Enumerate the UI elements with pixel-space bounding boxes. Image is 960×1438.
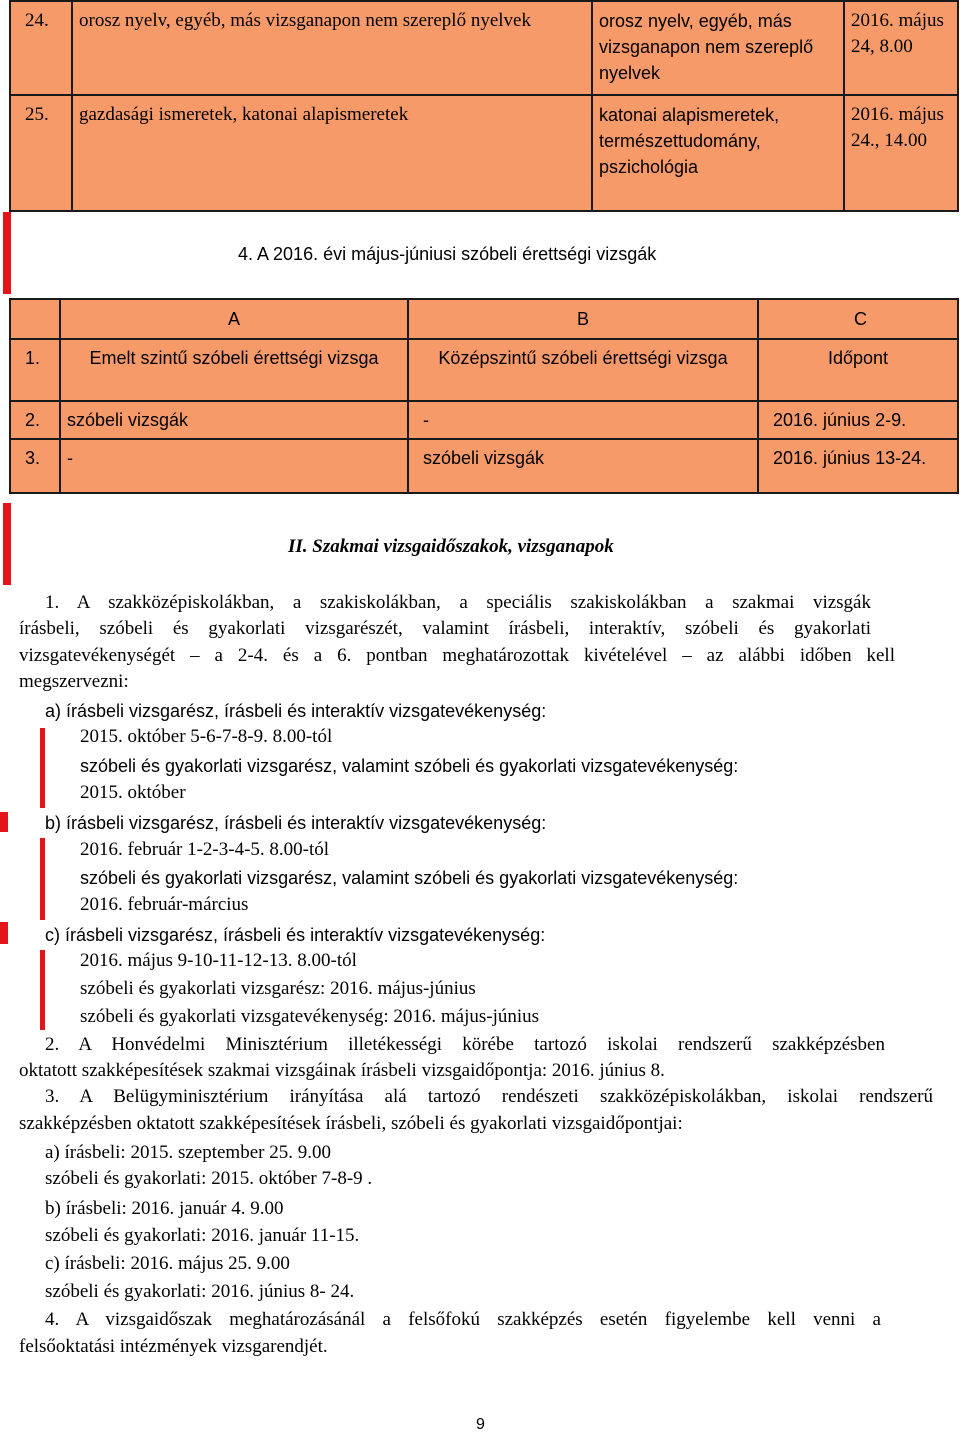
body-line: oktatott szakképesítések szakmai vizsgáinak írásbeli vizsgaidőpontja: 2016. június 8. (19, 1060, 665, 1081)
body-line: szakképzésben oktatott szakképesítések írásbeli, szóbeli és gyakorlati vizsgaidőpontjai: (19, 1113, 683, 1134)
body-line: 2. A Honvédelmi Minisztérium illetékességi körébe tartozó iskolai rendszerű szakképzésben (45, 1034, 885, 1055)
body-line: írásbeli, szóbeli és gyakorlati vizsgarészét, valamint írásbeli, interaktív, szóbeli és gyakorlati (19, 618, 871, 639)
list-item: b) írásbeli: 2016. január 4. 9.00 (45, 1198, 284, 1219)
cell-b: szóbeli vizsgák (408, 439, 758, 493)
exam-schedule-table (9, 0, 959, 212)
list-item: szóbeli és gyakorlati: 2015. október 7-8-9 . (45, 1168, 373, 1189)
date-cell: 2016. május 24., 14.00 (844, 95, 958, 211)
list-item: c) írásbeli: 2016. május 25. 9.00 (45, 1253, 290, 1274)
row-number: 3. (10, 439, 60, 493)
section-heading: II. Szakmai vizsgaidőszakok, vizsganapok (288, 536, 614, 557)
cell-a: - (60, 439, 408, 493)
body-line: megszervezni: (19, 671, 129, 692)
list-item-label: b) írásbeli vizsgarész, írásbeli és interaktív vizsgatevékenység: (45, 813, 547, 833)
change-bar (3, 503, 11, 585)
body-line: 2015. október 5-6-7-8-9. 8.00-tól (80, 726, 333, 747)
table-row (10, 439, 958, 493)
cell-a: Emelt szintű szóbeli érettségi vizsga (60, 339, 408, 401)
change-bar (0, 922, 8, 944)
cell-b: Középszintű szóbeli érettségi vizsga (408, 339, 758, 401)
change-bar (40, 838, 45, 920)
list-item-label: c) írásbeli vizsgarész, írásbeli és interaktív vizsgatevékenység: (45, 925, 546, 945)
body-line: szóbeli és gyakorlati vizsgarész, valamint szóbeli és gyakorlati vizsgatevékenység: (80, 756, 739, 776)
column-header-b: B (408, 299, 758, 339)
list-item: szóbeli és gyakorlati: 2016. január 11-15. (45, 1225, 360, 1246)
table-header-row (10, 299, 958, 339)
cell-c: 2016. június 2-9. (758, 401, 958, 439)
body-line: 3. A Belügyminisztérium irányítása alá tartozó rendészeti szakközépiskolákban, iskolai rendszerű (45, 1086, 933, 1107)
body-line: szóbeli és gyakorlati vizsgarész: 2016. május-június (80, 978, 476, 999)
body-line: 2015. október (80, 782, 186, 803)
list-item-label: a) írásbeli vizsgarész, írásbeli és interaktív vizsgatevékenység: (45, 701, 547, 721)
subject-cell: orosz nyelv, egyéb, más vizsganapon nem szereplő nyelvek (72, 1, 592, 95)
change-bar (3, 212, 11, 294)
cell-a: szóbeli vizsgák (60, 401, 408, 439)
row-number: 1. (10, 339, 60, 401)
body-line: 2016. február-március (80, 894, 249, 915)
table-row (10, 401, 958, 439)
body-line: 1. A szakközépiskolákban, a szakiskolákban, a speciális szakiskolákban a szakmai vizsgák (45, 592, 871, 613)
body-line: vizsgatevékenységét – a 2-4. és a 6. pontban meghatározottak kivételével – az alábbi időben kell (19, 645, 895, 666)
change-bar (0, 812, 8, 832)
alt-subject-cell: katonai alapismeretek, természettudomány, pszichológia (592, 95, 844, 211)
section-heading: 4. A 2016. évi május-júniusi szóbeli érettségi vizsgák (238, 244, 657, 264)
column-header-a: A (60, 299, 408, 339)
column-header-c: C (758, 299, 958, 339)
body-line: felsőoktatási intézmények vizsgarendjét. (19, 1336, 328, 1357)
row-number: 2. (10, 401, 60, 439)
body-line: 2016. február 1-2-3-4-5. 8.00-tól (80, 839, 330, 860)
body-line: 4. A vizsgaidőszak meghatározásánál a felsőfokú szakképzés esetén figyelembe kell venni a (45, 1309, 881, 1330)
date-cell: 2016. május 24, 8.00 (844, 1, 958, 95)
list-item: szóbeli és gyakorlati: 2016. június 8- 24. (45, 1281, 355, 1302)
row-number: 24. (10, 1, 72, 95)
table-row (10, 339, 958, 401)
change-bar (40, 950, 45, 1030)
list-item: a) írásbeli: 2015. szeptember 25. 9.00 (45, 1142, 331, 1163)
cell-b: - (408, 401, 758, 439)
body-line: 2016. május 9-10-11-12-13. 8.00-tól (80, 950, 357, 971)
alt-subject-cell: orosz nyelv, egyéb, más vizsganapon nem szereplő nyelvek (592, 1, 844, 95)
body-line: szóbeli és gyakorlati vizsgarész, valamint szóbeli és gyakorlati vizsgatevékenység: (80, 868, 739, 888)
change-bar (40, 728, 45, 808)
cell-c: Időpont (758, 339, 958, 401)
cell-c: 2016. június 13-24. (758, 439, 958, 493)
table-row (10, 1, 958, 95)
table-row (10, 95, 958, 211)
page-number: 9 (476, 1416, 485, 1433)
row-number: 25. (10, 95, 72, 211)
subject-cell: gazdasági ismeretek, katonai alapismeretek (72, 95, 592, 211)
body-line: szóbeli és gyakorlati vizsgatevékenység: 2016. május-június (80, 1006, 540, 1027)
oral-exam-table (9, 298, 959, 494)
